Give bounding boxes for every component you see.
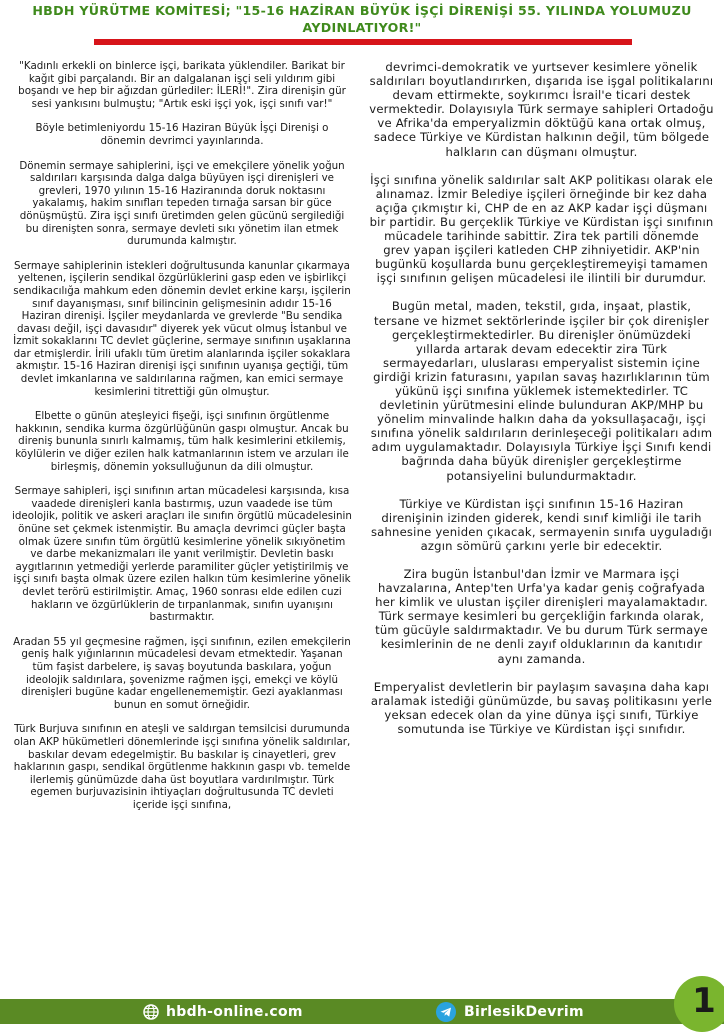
paragraph: Emperyalist devletlerin bir paylaşım savaşına daha kapı aralamak istediği günümüzde, bu savaş politikasını yerle yeksan edecek olan da yine dünya işçi sınıfı, Türkiye somutunda ise Türkiye ve Kürdistan işçi sınıfıdır. [370,679,713,736]
right-column [369,60,714,750]
telegram-link[interactable] [436,1001,584,1022]
page-title: HBDH YÜRÜTME KOMİTESİ; "15-16 HAZİRAN BÜYÜK İŞÇİ DİRENİŞİ 55. YILINDA YOLUMUZU AYDINLATIYOR!" [32,3,692,35]
paragraph: Bugün metal, maden, tekstil, gıda, inşaat, plastik, tersane ve hizmet sektörlerinde işçiler bir çok direnişler gerçekleştirmektedirler. Bu direnişler önümüzdeki yıllarda artarak devam edecektir zira Türk sermayedarları, uluslarası emperyalist sistemin içine girdiği krizin faturasını, yapılan savaş hazırlıklarının tüm yükünü işçi sınıfına yüklemek istemektedirler. TC devletinin yürütmesini elinde bulunduran AKP/MHP bu yönelim minvalinde halkın daha da yoksullaşacağı, işçi sınıfına yönelik saldırıların derinleşeceği politikaları adım adım uygulamaktadır. Dolayısıyla Türkiye İşçi Sınıfı kendi bağrında daha büyük direnişler gerçekleştirme potansiyelini bulundurmaktadır. [370,299,713,483]
globe-icon [143,1004,159,1020]
paragraph: İşçi sınıfına yönelik saldırılar salt AKP politikası olarak ele alınamaz. İzmir Belediye işçileri örneğinde bir kez daha açığa çıkmıştır ki, CHP de en az AKP kadar işçi düşmanı bir partidir. Bu gerçeklik Türkiye ve Kürdistan işçi sınıfının mücadele tarihinde sabittir. Zira tek partili dönemde grev yapan işçileri katleden CHP zihniyetidir. AKP'nin bugünkü koşullarda bunu gerçekleştiremeyişi tamamen işçi sınıfının gelişen mücadelesi ile ilintili bir durumdur. [369,172,714,286]
paragraph: Böyle betimleniyordu 15-16 Haziran Büyük İşçi Direnişi o dönemin devrimci yayınlarında. [35,122,329,147]
footer-bar [0,999,724,1024]
website-text: hbdh-online.com [166,1003,303,1020]
website-link[interactable] [143,1001,303,1022]
left-column [12,60,352,823]
paragraph: Sermaye sahiplerinin istekleri doğrultusunda kanunlar çıkarmaya yeltenen, işçilerin sendikal özgürlüklerini gasp eden ve işbirlikçi sendikacılığa mahkum eden dönemin devlet erkine karşı, işçilerin sınıf dayanışması, sınıf bilincinin gelişmesinin adıdır 15-16 Haziran direnişi. İşçiler meydanlarda ve grevlerde "Bu sendika davası değil, işçi davasıdır" diyerek yek vücut olmuş İstanbul ve İzmit sokaklarını TC devlet güçlerine, sermaye sınıfının uşaklarına dar etmişlerdir. İrili ufaklı tüm üretim alanlarında işçiler sokaklara akmıştır. 15-16 Haziran direnişi işçi sınıfının uyanışa geçtiği, tüm devlet imkanlarına ve saldırılarına rağmen, kan emici sermaye kesimlerini titrettiği gün olmuştur. [13,259,351,398]
telegram-text: BirlesikDevrim [464,1003,584,1020]
paragraph: devrimci-demokratik ve yurtsever kesimlere yönelik saldırıları boyutlandırırken, dışarıda ise işgal politikalarını devam ettirmekte, soykırımcı İsrail'e ticari destek vermektedir. Dolayısıyla Türk sermaye sahipleri Ortadoğu ve Afrika'da emperyalizmin döktüğü kana ortak olmuş, sadece Türkiye ve Kürdistan halkının değil, tüm bölgede halkların can düşmanı olmuştur. [369,60,714,159]
paragraph: Sermaye sahipleri, işçi sınıfının artan mücadelesi karşısında, kısa vaadede direnişleri kanla bastırmış, uzun vaadede ise tüm ideolojik, politik ve askeri araçları ile sınıfın örgütlü mücadelesinin önüne set çekmek istenmiştir. Bu amaçla devrimci güçler başta olmak üzere sınıfın tüm örgütlü kesimlerine yönelik sıkıyönetim ve darbe mekanizmaları ile yanıt verilmiştir. Devletin baskı aygıtlarının yetmediği yerlerde paramiliter güçler yetiştirilmiş ve işçi sınıfı başta olmak üzere ezilen halkın tüm kesimlerine yönelik devlet terörü estirilmiştir. Amaç, 1960 sonrası elde edilen cuzi hakların ve özgürlüklerin de tırpanlanmak, sınıfın uyanışını bastırmaktır. [12,485,352,624]
paragraph: Elbette o günün ateşleyici fişeği, işçi sınıfının örgütlenme hakkının, sendika kurma özgürlüğünün gaspı olmuştur. Ancak bu direniş bununla sınırlı kalmamış, tüm halk kesimlerini etkilemiş, köylülerin ve diğer ezilen halk katmanlarının istem ve arzuları ile birleşmiş, dönemin yoksulluğunun da dili olmuştur. [15,410,349,473]
telegram-icon [436,1002,456,1022]
paragraph: Türkiye ve Kürdistan işçi sınıfının 15-16 Haziran direnişinin izinden giderek, kendi sınıf kimliği ile tarih sahnesine yeniden çıkacak, sermayenin sınıfa uyguladığı azgın sömürü çarkını yerle bir edecektir. [370,496,713,553]
paragraph: Dönemin sermaye sahiplerini, işçi ve emekçilere yönelik yoğun saldırıları karşısında dalga dalga büyüyen işçi direnişleri ve grevleri, 1970 yılının 15-16 Haziranında doruk noktasını yakalamış, hakim sınıfları tepeden tırnağa sarsan bir güce dönüşmüştü. Zira işçi sınıfı üretimden gelen gücünü sergilediği bu direnişten sonra, sermaye devleti sıkı yönetim ilan etmek durumunda kalmıştır. [19,159,345,248]
paragraph: Türk Burjuva sınıfının en ateşli ve saldırgan temsilcisi durumunda olan AKP hükümetleri dönemlerinde işçi sınıfına yönelik saldırılar, baskılar devam edegelmiştir. Bu baskılar iş cinayetleri, grev haklarının gaspı, sendikal örgütlenme hakkının gaspı vb. temelde ilerlemiş günümüzde daha üst boyutlara vardırılmıştır. Türk egemen burjuvazisinin ihtiyaçları doğrultusunda TC devleti içeride işçi sınıfına, [13,723,351,811]
paragraph: Zira bugün İstanbul'dan İzmir ve Marmara işçi havzalarına, Antep'ten Urfa'ya kadar geniş coğrafyada her kimlik ve ulustan işçiler direnişleri mayalamaktadır. Türk sermaye kesimleri bu gerçekliğin farkında olarak, tüm gücüyle saldırmaktadır. Ve bu durum Türk sermaye kesimlerinin de ne denli zayıf olduklarının da kanıtıdır aynı zamanda. [375,567,708,666]
title-divider [94,39,632,45]
paragraph: Aradan 55 yıl geçmesine rağmen, işçi sınıfının, ezilen emekçilerin geniş halk yığınlarının mücadelesi devam etmektedir. Yaşanan tüm faşist darbelere, iş savaş boyutunda baskılara, yoğun ideolojik saldırılara, şovenizme rağmen işçi, emekçi ve köylü direnişleri bugüne kadar engellenememiştir. Gezi ayaklanması bunun en somut örneğidir. [13,635,351,711]
page-number: 1 [692,981,716,1021]
paragraph: "Kadınlı erkekli on binlerce işçi, barikata yüklendiler. Barikat bir kağıt gibi parçalandı. Bir an dalgalanan işçi seli yıldırım gibi boşandı ve hep bir ağızdan gürlediler: İLERİ!". Zira direnişin gür sesi yankısını bulmuştu; "Artık eski işçi yok, işçi sınıfı var!" [18,60,346,110]
